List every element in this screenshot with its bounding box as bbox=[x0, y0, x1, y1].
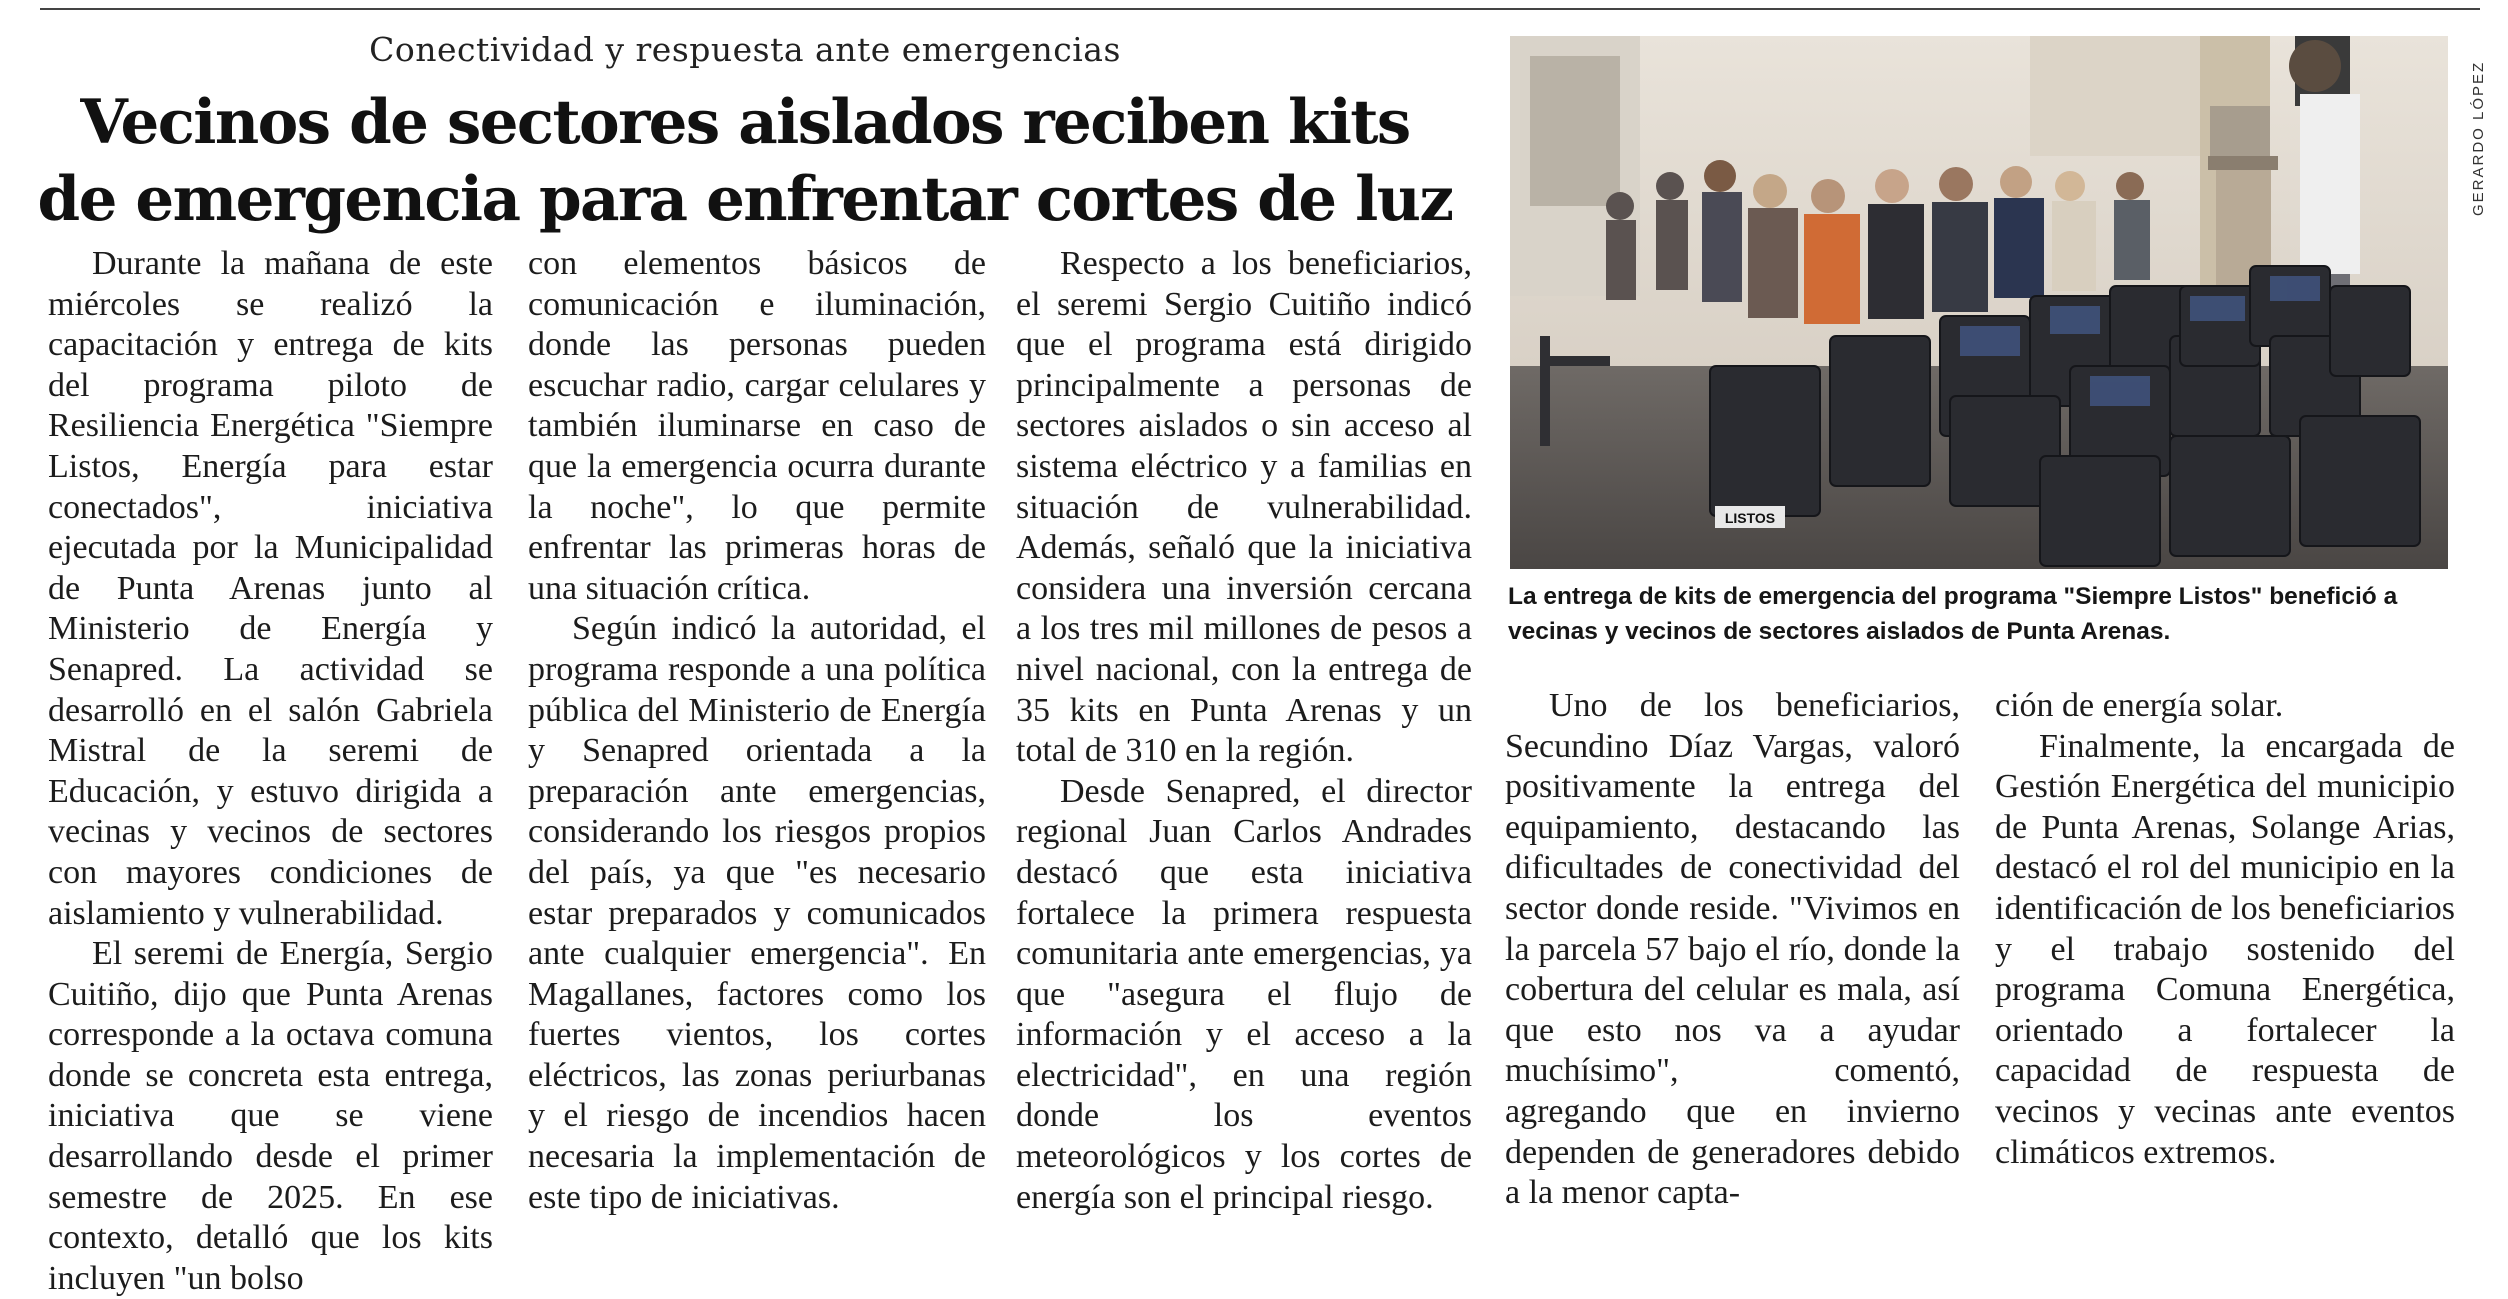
photo-credit-text: GERARDO LÓPEZ bbox=[2470, 60, 2487, 216]
article-column-3 bbox=[1016, 244, 1472, 1218]
paragraph-seremi-continued: con elementos básicos de comunicación e iluminación, donde las personas pueden escuchar radio, cargar celulares y también iluminarse en caso de que la emergencia ocurra durante la noche", lo que permite enfrentar las primeras horas de una situación crítica. bbox=[528, 245, 986, 607]
photo-caption: La entrega de kits de emergencia del programa "Siempre Listos" benefició a vecinas y vecinos de sectores aislados de Punta Arenas. bbox=[1508, 583, 2398, 645]
news-photo bbox=[1510, 36, 2448, 569]
kicker: Conectividad y respuesta ante emergencias bbox=[369, 30, 1121, 69]
headline bbox=[0, 84, 1490, 238]
top-rule bbox=[40, 8, 2480, 10]
article-column-2 bbox=[528, 244, 986, 1218]
paragraph-intro: Durante la mañana de este miércoles se realizó la capacitación y entrega de kits del programa piloto de Resiliencia Energética "Siempre Listos, Energía para estar conectados", iniciativa ejecutada por la Municipalidad de Punta Arenas junto al Ministerio de Energía y Senapred. La actividad se desarrolló en el salón Gabriela Mistral de la seremi de Educación, y estuvo dirigida a vecinas y vecinos de sectores con mayores condiciones de aislamiento y vulnerabilidad. bbox=[48, 245, 493, 932]
article-column-5 bbox=[1995, 686, 2455, 1173]
paragraph-gestion-energetica: Finalmente, la encargada de Gestión Energética del municipio de Punta Arenas, Solange Arias, destacó el rol del municipio en la identificación de los beneficiarios y el trabajo sostenido del programa Comuna Energética, orientado a fortalecer la capacidad de respuesta de vecinos y vecinas ante eventos climáticos extremos. bbox=[1995, 727, 2455, 1171]
kit-label: LISTOS bbox=[1724, 510, 1776, 526]
paragraph-seremi: El seremi de Energía, Sergio Cuitiño, dijo que Punta Arenas corresponde a la octava comuna donde se concreta esta entrega, iniciativa que se viene desarrollando desde el primer semestre de 2025. En ese contexto, detalló que los kits incluyen "un bolso bbox=[48, 935, 493, 1297]
headline-line-2: de emergencia para enfrentar cortes de luz bbox=[37, 164, 1453, 235]
paragraph-beneficiario-testimonio: Uno de los beneficiarios, Secundino Díaz Vargas, valoró positivamente la entrega del equipamiento, destacando las dificultades de conectividad del sector donde reside. "Vivimos en la parcela 57 bajo el río, donde la cobertura del celular es mala, así que esto nos va a ayudar muchísimo", comentó, agregando que en invierno dependen de generadores debido a la menor capta- bbox=[1505, 687, 1960, 1212]
article-column-4 bbox=[1505, 686, 1960, 1214]
headline-line-1: Vecinos de sectores aislados reciben kits bbox=[80, 87, 1410, 158]
paragraph-politica: Según indicó la autoridad, el programa responde a una política pública del Ministerio de Energía y Senapred orientada a la preparación ante emergencias, considerando los riesgos propios del país, ya que "es necesario estar preparados y comunicados ante cualquier emergencia". En Magallanes, factores como los fuertes vientos, los cortes eléctricos, las zonas periurbanas y el riesgo de incendios hacen necesaria la implementación de este tipo de iniciativas. bbox=[528, 610, 986, 1216]
paragraph-testimonio-continued: ción de energía solar. bbox=[1995, 687, 2284, 724]
article-column-1 bbox=[48, 244, 493, 1299]
photo-credit bbox=[2456, 36, 2496, 236]
photo-illustration bbox=[1510, 36, 2448, 569]
paragraph-senapred: Desde Senapred, el director regional Juan Carlos Andrades destacó que esta iniciativa fortalece la primera respuesta comunitaria ante emergencias, ya que "asegura el flujo de información y el acceso a la electricidad", en una región donde los eventos meteorológicos y los cortes de energía son el principal riesgo. bbox=[1016, 772, 1472, 1216]
paragraph-beneficiarios: Respecto a los beneficiarios, el seremi Sergio Cuitiño indicó que el programa está dirigido principalmente a personas de sectores aislados o sin acceso al sistema eléctrico y a familias en situación de vulnerabilidad. Además, señaló que la iniciativa considera una inversión cercana a los tres mil millones de pesos a nivel nacional, con la entrega de 35 kits en Punta Arenas y un total de 310 en la región. bbox=[1016, 245, 1472, 770]
